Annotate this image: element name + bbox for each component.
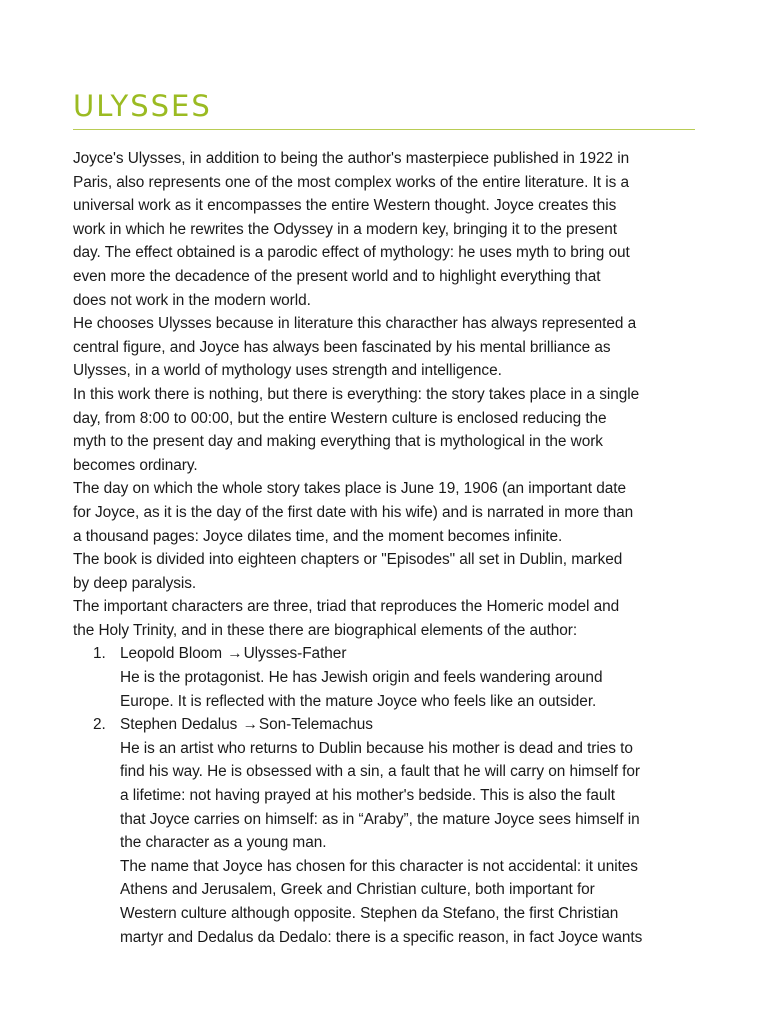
character-heading (120, 713, 713, 737)
arrow-right-icon: → (242, 716, 258, 734)
document-title: ULYSSES (73, 89, 212, 123)
paragraph-episodes: The book is divided into eighteen chapters or "Episodes" all set in Dublin, marked by deep paralysis. (73, 551, 623, 592)
character-description: He is the protagonist. He has Jewish origin and feels wandering around Europe. It is reflected with the mature Joyce who feels like an outsider. (120, 669, 603, 710)
title-divider (73, 129, 695, 130)
character-name: Leopold Bloom (120, 645, 223, 663)
character-role: Son-Telemachus (258, 716, 373, 734)
paragraph-intro: Joyce's Ulysses, in addition to being the author's masterpiece published in 1922 in Paris, also represents one of the most complex works of the entire literature. It is a universal work as it encompasses the entire Western thought. Joyce creates this work in which he rewrites the Odyssey in a modern key, bringing it to the present day. The effect obtained is a parodic effect of mythology: he uses myth to bring out even more the decadence of the present world and to highlight everything that does not work in the modern world. (73, 150, 630, 309)
paragraph-single-day: In this work there is nothing, but there is everything: the story takes place in a single day, from 8:00 to 00:00, but the entire Western culture is enclosed reducing the myth to the present day and making everything that is mythological in the work becomes ordinary. (73, 385, 640, 474)
arrow-right-icon: → (227, 645, 243, 663)
paragraph-choice: He chooses Ulysses because in literature this characther has always represented a central figure, and Joyce has always been fascinated by his mental brilliance as Ulysses, in a world of mythology uses strength and intelligence. (73, 315, 637, 380)
character-heading (120, 642, 713, 666)
character-role: Ulysses-Father (243, 645, 347, 663)
list-item (73, 642, 713, 713)
list-number: 1. (93, 645, 106, 663)
document-body (73, 147, 713, 949)
list-item (73, 713, 713, 949)
character-description-continued: The name that Joyce has chosen for this character is not accidental: it unites Athens and Jerusalem, Greek and Christian culture, both important for Western culture although opposite. Stephen da Stefano, the first Christian martyr and Dedalus da Dedalo: there is a specific reason, in fact Joyce wants (120, 857, 643, 946)
characters-list (73, 642, 713, 949)
character-description: He is an artist who returns to Dublin because his mother is dead and tries to find his way. He is obsessed with a sin, a fault that he will carry on himself for a lifetime: not having prayed at his mother's bedside. This is also the fault that Joyce carries on himself: as in “Araby”, the mature Joyce sees himself in the character as a young man. (120, 739, 640, 852)
character-name: Stephen Dedalus (120, 716, 238, 734)
paragraph-date: The day on which the whole story takes place is June 19, 1906 (an important date for Joyce, as it is the day of the first date with his wife) and is narrated in more than a thousand pages: Joyce dilates time, and the moment becomes infinite. (73, 480, 634, 545)
list-number: 2. (93, 716, 106, 734)
paragraph-characters: The important characters are three, triad that reproduces the Homeric model and the Holy Trinity, and in these there are biographical elements of the author: (73, 598, 620, 639)
